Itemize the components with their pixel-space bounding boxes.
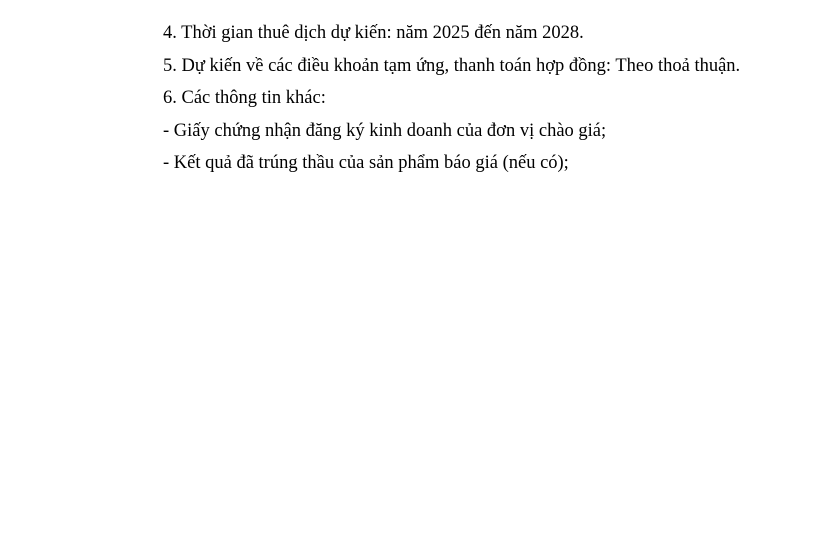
document-body — [163, 17, 813, 180]
item-business-registration: - Giấy chứng nhận đăng ký kinh doanh của đơn vị chào giá; — [163, 120, 607, 141]
item-rental-period: 4. Thời gian thuê dịch dự kiến: năm 2025 đến năm 2028. — [163, 23, 584, 43]
item-payment-terms: 5. Dự kiến về các điều khoản tạm ứng, thanh toán hợp đồng: Theo thoả thuận. — [163, 55, 741, 76]
item-bid-results: - Kết quả đã trúng thầu của sản phẩm báo giá (nếu có); — [163, 153, 569, 173]
item-other-info-heading: 6. Các thông tin khác: — [163, 88, 326, 108]
